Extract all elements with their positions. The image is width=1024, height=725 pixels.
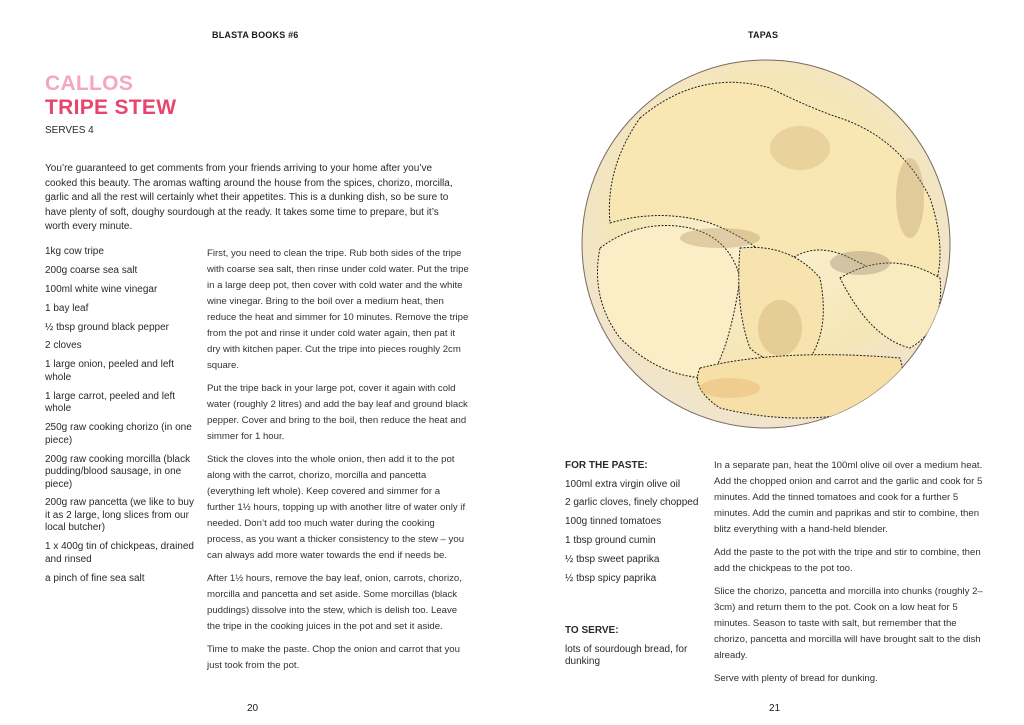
ingredient-item: 1 large carrot, peeled and left whole — [45, 390, 176, 415]
page-number-left: 20 — [247, 703, 259, 714]
ingredient-item: 200g raw pancetta (we like to buy it as 2 large, long slices from our local butcher) — [45, 497, 194, 534]
ingredient-item: a pinch of fine sea salt — [45, 572, 145, 584]
method-column-right — [714, 458, 989, 694]
serve-heading: TO SERVE: — [565, 625, 619, 636]
ingredient-item: 100ml white wine vinegar — [45, 283, 158, 295]
ingredient-item: 1 large onion, peeled and left whole — [45, 359, 174, 383]
method-step: Add the paste to the pot with the tripe and stir to combine, then add the chickpeas to the pot too. — [714, 547, 981, 574]
ingredient-item: 1 x 400g tin of chickpeas, drained and rinsed — [45, 541, 194, 565]
serves-label: SERVES 4 — [45, 125, 94, 136]
title-line-callos: CALLOS — [45, 72, 134, 95]
ingredient-item: 250g raw cooking chorizo (in one piece) — [45, 422, 192, 446]
method-step: Stick the cloves into the whole onion, then add it to the pot along with the carrot, chorizo, morcilla and pancetta (everything left whole). Keep covered and simmer for a further 1½ hours, topping up with another litre of water only if needed. Don’t add too much water during the cooking process, as you want a thicker consistency to the stew – you can always add more water towards the end if needs be. — [207, 454, 466, 561]
paste-ingredient-item: 2 garlic cloves, finely chopped — [565, 497, 699, 509]
paste-ingredient-item: 100ml extra virgin olive oil — [565, 478, 681, 490]
method-step: After 1½ hours, remove the bay leaf, onion, carrots, chorizo, morcilla and pancetta and set aside. Some morcillas (black puddings) dissolve into the stew, which is delish too. Leave the tripe in the cooking juices in the pot and set it aside. — [207, 573, 462, 632]
intro-paragraph: You’re guaranteed to get comments from your friends arriving to your home after you’ve cooked this beauty. The aromas wafting around the house from the spices, chorizo, morcilla, garlic and all the rest will certainly whet their appetites. This is a dunking dish, so be sure to have plenty of soft, doughy sourdough at the ready. It takes some time to prepare, but it’s worth every minute. — [45, 163, 453, 233]
running-head-left: BLASTA BOOKS #6 — [212, 30, 299, 40]
paste-ingredient-item: ½ tbsp sweet paprika — [565, 554, 660, 566]
ingredient-item: 200g coarse sea salt — [45, 264, 138, 276]
method-column-left — [207, 246, 469, 681]
method-step: Serve with plenty of bread for dunking. — [714, 673, 878, 684]
ingredient-item: 1kg cow tripe — [45, 246, 104, 257]
serve-item: lots of sourdough bread, for dunking — [565, 643, 688, 667]
tripe-stew-illustration — [580, 48, 952, 440]
paste-ingredient-item: 1 tbsp ground cumin — [565, 535, 656, 547]
ingredient-list — [45, 246, 195, 592]
method-step: First, you need to clean the tripe. Rub both sides of the tripe with coarse sea salt, then rinse under cold water. Put the tripe in a large deep pot, then cover with cold water and the white wine vinegar. Bring to the boil over a medium heat, then reduce the heat and simmer for 10 minutes. Remove the tripe from the pot and rinse it under cold water again, then pat it dry with kitchen paper. Cut the tripe into pieces roughly 2cm square. — [207, 248, 469, 371]
method-step: Put the tripe back in your large pot, cover it again with cold water (roughly 2 litres) and add the bay leaf and ground black pepper. Cover and bring to the boil, then reduce the heat and simmer for 1 hour. — [207, 383, 468, 442]
title-line-tripe-stew: TRIPE STEW — [45, 96, 177, 119]
ingredient-item: 2 cloves — [45, 340, 82, 352]
page-number-right: 21 — [769, 703, 781, 714]
method-step: In a separate pan, heat the 100ml olive oil over a medium heat. Add the chopped onion and carrot and the garlic and cook for 5 minutes. Add the tinned tomatoes and cook for a further 5 minutes. Add the cumin and paprikas and stir to combine, then blitz everything with a hand-held blender. — [714, 460, 983, 535]
ingredient-item: 1 bay leaf — [45, 302, 89, 314]
paste-heading: FOR THE PASTE: — [565, 460, 648, 471]
running-head-right: TAPAS — [748, 30, 779, 40]
ingredient-item: ½ tbsp ground black pepper — [45, 321, 169, 333]
paste-ingredients — [565, 460, 700, 592]
serve-section — [565, 625, 700, 669]
recipe-title — [45, 72, 176, 120]
method-step: Slice the chorizo, pancetta and morcilla into chunks (roughly 2–3cm) and return them to the pot. Cook on a low heat for 5 minutes. Season to taste with salt, but remember that the chorizo, pancetta and morcilla will have brought salt to the dish already. — [714, 586, 983, 661]
paste-ingredient-item: 100g tinned tomatoes — [565, 516, 662, 528]
ingredient-item: 200g raw cooking morcilla (black pudding/blood sausage, in one piece) — [45, 453, 191, 490]
method-step: Time to make the paste. Chop the onion and carrot that you just took from the pot. — [207, 644, 460, 671]
paste-ingredient-item: ½ tbsp spicy paprika — [565, 572, 657, 584]
